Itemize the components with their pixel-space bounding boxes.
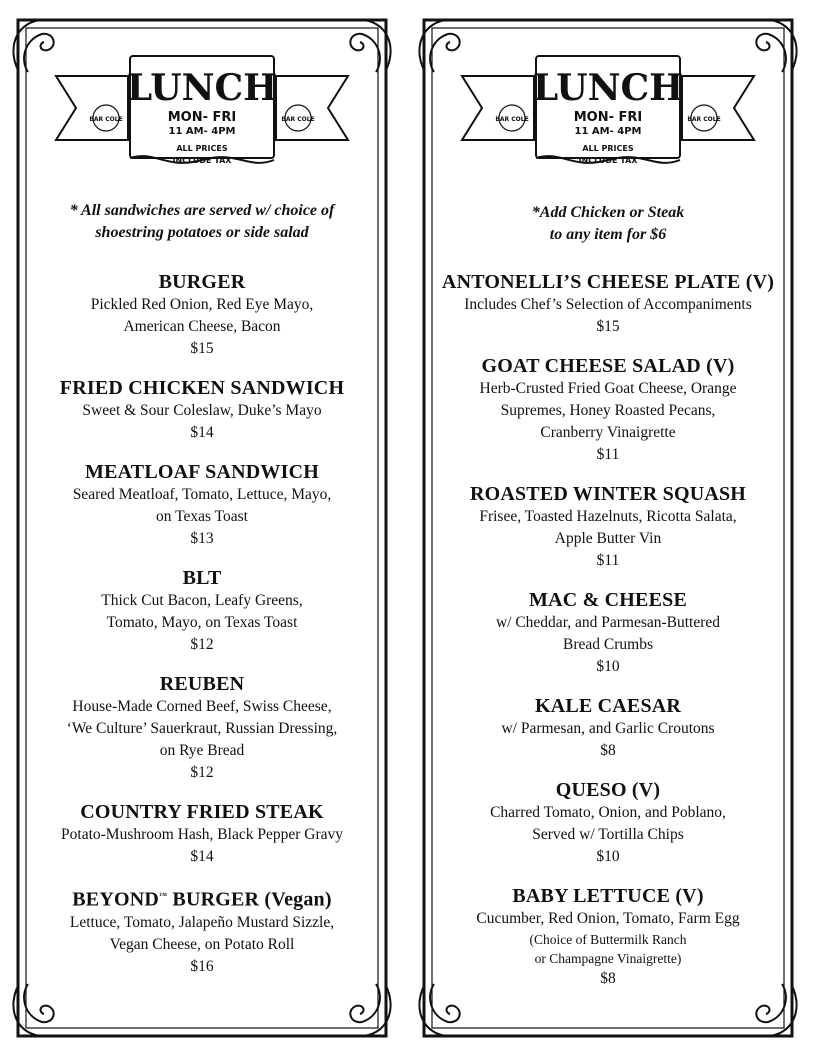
item-desc: Frisee, Toasted Hazelnuts, Ricotta Salata, <box>479 508 737 525</box>
item-dressing-note: or Champagne Vinaigrette) <box>534 951 682 966</box>
menu-item-beyond-burger <box>6 884 398 978</box>
logo-left: BAR COLE <box>495 116 529 123</box>
item-name: ROASTED WINTER SQUASH <box>469 483 747 505</box>
item-name: GOAT CHEESE SALAD (V) <box>481 355 735 377</box>
item-desc: ‘We Culture’ Sauerkraut, Russian Dressing, <box>66 720 338 737</box>
logo-left: BAR COLE <box>89 116 123 123</box>
logo-right: BAR COLE <box>281 116 315 123</box>
trademark-mark: ™ <box>159 891 168 900</box>
item-dressing-note: (Choice of Buttermilk Ranch <box>529 932 687 947</box>
item-price: $16 <box>190 957 214 975</box>
item-desc: Charred Tomato, Onion, and Poblano, <box>490 804 726 821</box>
menu-item-fried-chicken <box>6 376 398 444</box>
lunch-banner <box>6 10 398 200</box>
menu-item-kale-caesar <box>412 694 804 762</box>
item-price: $8 <box>600 742 616 759</box>
menu-item-goat-cheese-salad <box>412 354 804 466</box>
item-desc: Cucumber, Red Onion, Tomato, Farm Egg <box>476 910 740 927</box>
item-price: $15 <box>190 340 214 357</box>
item-name: BLT <box>182 567 222 589</box>
item-desc: w/ Parmesan, and Garlic Croutons <box>501 720 715 737</box>
item-name: REUBEN <box>159 673 245 695</box>
item-price: $14 <box>190 424 214 441</box>
item-name: BURGER <box>158 271 246 293</box>
item-price: $11 <box>596 552 620 569</box>
item-name: BABY LETTUCE (V) <box>512 885 704 907</box>
item-desc: Sweet & Sour Coleslaw, Duke’s Mayo <box>82 402 322 419</box>
item-name: COUNTRY FRIED STEAK <box>80 801 324 823</box>
item-price: $10 <box>596 658 620 675</box>
item-name: MEATLOAF SANDWICH <box>85 461 319 483</box>
menu-item-winter-squash <box>412 482 804 572</box>
banner-days: MON- FRI <box>573 110 643 125</box>
left-menu-panel <box>6 10 398 1046</box>
item-price: $8 <box>600 970 616 987</box>
item-desc: Supremes, Honey Roasted Pecans, <box>500 402 716 419</box>
banner-title: LUNCH <box>126 67 278 109</box>
lunch-banner <box>412 10 804 200</box>
item-desc: w/ Cheddar, and Parmesan-Buttered <box>495 614 721 631</box>
menu-item-reuben <box>6 672 398 784</box>
menu-item-baby-lettuce <box>412 884 804 990</box>
menu-item-burger <box>6 270 398 360</box>
menu-item-cheese-plate <box>412 270 804 338</box>
banner-prices-line2: INCLUDE TAX <box>578 156 638 165</box>
item-desc: House-Made Corned Beef, Swiss Cheese, <box>72 698 332 715</box>
item-desc: Apple Butter Vin <box>554 530 662 547</box>
right-menu-panel <box>412 10 804 1046</box>
menu-item-meatloaf <box>6 460 398 550</box>
item-desc: Cranberry Vinaigrette <box>540 424 676 441</box>
item-desc: Lettuce, Tomato, Jalapeño Mustard Sizzle, <box>69 913 335 931</box>
item-desc: Thick Cut Bacon, Leafy Greens, <box>101 592 303 609</box>
left-menu-content <box>6 200 398 978</box>
menu-item-queso <box>412 778 804 868</box>
menu-item-country-fried-steak <box>6 800 398 868</box>
item-desc: Vegan Cheese, on Potato Roll <box>109 935 295 953</box>
banner-hours: 11 AM- 4PM <box>574 126 642 137</box>
item-desc: Tomato, Mayo, on Texas Toast <box>106 614 298 631</box>
item-desc: on Texas Toast <box>156 508 248 525</box>
item-price: $13 <box>190 530 214 547</box>
add-protein-note: *Add Chicken or Steak to any item for $6 <box>531 204 685 243</box>
item-desc: on Rye Bread <box>159 742 245 759</box>
item-price: $12 <box>190 636 214 653</box>
item-price: $15 <box>596 318 620 335</box>
item-desc: American Cheese, Bacon <box>123 318 281 335</box>
banner-prices-line1: ALL PRICES <box>582 144 634 153</box>
item-price: $10 <box>596 848 620 865</box>
item-desc: Potato-Mushroom Hash, Black Pepper Gravy <box>61 826 343 843</box>
menu-item-mac-cheese <box>412 588 804 678</box>
item-name: ANTONELLI’S CHEESE PLATE (V) <box>441 271 775 293</box>
item-name: FRIED CHICKEN SANDWICH <box>59 377 345 399</box>
banner-prices-line1: ALL PRICES <box>176 144 228 153</box>
banner-title: LUNCH <box>532 67 684 109</box>
menu-item-blt <box>6 566 398 656</box>
item-name: QUESO (V) <box>555 779 661 801</box>
item-desc: Bread Crumbs <box>563 636 653 653</box>
item-desc: Includes Chef’s Selection of Accompaniments <box>464 296 752 313</box>
banner-prices-line2: INCLUDE TAX <box>172 156 232 165</box>
item-price: $11 <box>596 446 620 463</box>
right-menu-content <box>412 200 804 990</box>
item-name: BEYOND™ BURGER (Vegan) <box>72 888 332 911</box>
item-desc: Served w/ Tortilla Chips <box>532 826 684 843</box>
item-price: $14 <box>190 848 214 865</box>
item-price: $12 <box>190 764 214 781</box>
logo-right: BAR COLE <box>687 116 721 123</box>
item-desc: Pickled Red Onion, Red Eye Mayo, <box>90 296 314 313</box>
item-desc: Seared Meatloaf, Tomato, Lettuce, Mayo, <box>72 486 332 503</box>
banner-hours: 11 AM- 4PM <box>168 126 236 137</box>
item-desc: Herb-Crusted Fried Goat Cheese, Orange <box>479 380 737 397</box>
item-name: KALE CAESAR <box>534 695 682 717</box>
item-name: MAC & CHEESE <box>529 589 687 611</box>
banner-days: MON- FRI <box>167 110 237 125</box>
sandwich-note: * All sandwiches are served w/ choice of shoestring potatoes or side salad <box>69 202 335 241</box>
